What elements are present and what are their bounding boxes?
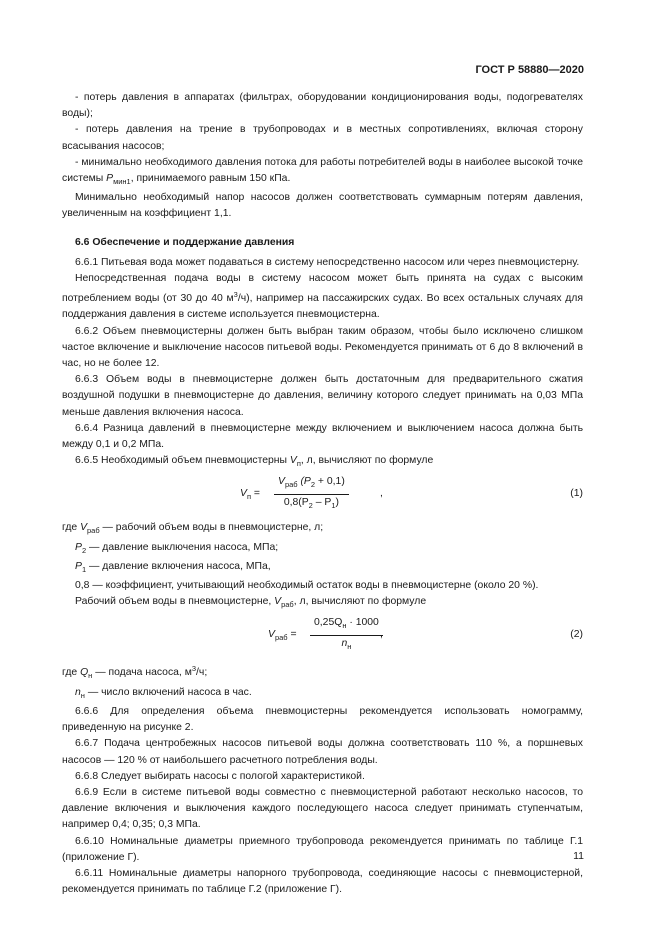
paragraph: 6.6.3 Объем воды в пневмоцистерне должен быть достаточным для предварительного сжатия воздушной подушки в пневмоцистерне до давления, величину которого следует принимать на 0,03 МПа меньше давления включения насоса. — [62, 374, 583, 418]
paragraph: Непосредственная подача воды в систему насосом может быть принята на судах с высоким потреблением воды (от 30 до 40 $м^3/ч$), например на пассажирских судах. Во всех остальных случаях для поддержания давления в системе используется пневмоцистерна. — [62, 273, 583, 321]
definition: $P_1$ — давление включения насоса, МПа, — [75, 560, 271, 574]
paragraph: 6.6.6 Для определения объема пневмоцистерны рекомендуется использовать номограмму, приведенную на рисунке 2. — [62, 705, 583, 734]
paragraph: 6.6.10 Номинальные диаметры приемного трубопровода рекомендуется принимать по таблице Г.1 (приложение Г). — [62, 835, 583, 863]
paragraph: Рабочий объем воды в пневмоцистерне, $V_{раб}$, л, вычисляют по формуле — [75, 596, 427, 610]
paragraph: 6.6.9 Если в системе питьевой воды совместно с пневмоцистерной работают несколько насосов, то давление включения и выключения каждого последующего насоса следует принимать ступенчатым, например 0,4; 0,35; 0,3 МПа. — [62, 786, 583, 831]
formula-1-number: (1) — [570, 488, 583, 500]
paragraph: 6.6.1 Питьевая вода может подаваться в систему непосредственно насосом или через пневмоцистерну. — [75, 256, 580, 268]
definition: где $Q_н$ — подача насоса, $м^3/ч$; — [62, 664, 208, 681]
list-item: - минимально необходимого давления потока для работы потребителей воды в наиболее высокой точке системы $P_{мин1}$, принимаемого равным 150 кПа. — [62, 156, 583, 187]
paragraph: 6.6.4 Разница давлений в пневмоцистерне между включением и выключением насоса должна быть между 0,1 и 0,2 МПа. — [62, 422, 583, 451]
formula-2-fraction — [310, 615, 383, 654]
formula-1-denominator: $0,8(P_2 - P_1)$ — [283, 496, 339, 510]
paragraph: 6.6.5 Необходимый объем пневмоцистерны $V_п$, л, вычисляют по формуле — [75, 455, 434, 469]
page-number: 11 — [573, 850, 584, 862]
page-body — [62, 90, 583, 898]
definition: $n_н$ — число включений насоса в час. — [75, 686, 252, 700]
formula-2-number: (2) — [570, 629, 583, 641]
definition: где $V_{раб}$ — рабочий объем воды в пневмоцистерне, л; — [62, 522, 324, 536]
definition: $P_2$ — давление выключения насоса, МПа; — [75, 541, 279, 555]
paragraph: 6.6.7 Подача центробежных насосов питьевой воды должна соответствовать 110 %, а поршневых насосов — 120 % от наибольшего расчетного потребления воды. — [62, 738, 583, 766]
formula-1-numerator: $V_{раб}$ $(P_2 + 0,1)$ — [274, 474, 349, 494]
definition: 0,8 — коэффициент, учитывающий необходимый остаток воды в пневмоцистерне (около 20 %). — [75, 580, 539, 592]
document-header: ГОСТ Р 58880—2020 — [475, 64, 584, 76]
paragraph: Минимально необходимый напор насосов должен соответствовать суммарным потерям давления, увеличенным на коэффициент 1,1. — [62, 192, 583, 220]
paragraph: 6.6.2 Объем пневмоцистерны должен быть выбран таким образом, чтобы было исключено слишком частое включение и выключение насосов питьевой воды. Рекомендуется принимать от 6 до 8 включений в час, но не более 12. — [62, 325, 583, 370]
paragraph: 6.6.11 Номинальные диаметры напорного трубопровода, соединяющие насосы с пневмоцистерной, рекомендуется принимать по таблице Г.2 (приложение Г). — [62, 867, 583, 896]
formula-2-denominator: $n_н$ — [341, 637, 352, 651]
formula-1-fraction — [274, 474, 349, 513]
formula-2-numerator: $0,25Q_н \cdot 1000$ — [310, 615, 383, 635]
list-item: - потерь давления на трение в трубопроводах и в местных сопротивлениях, включая сторону всасывания насосов; — [62, 124, 583, 152]
formula-2: $V_{раб}$ = $0,25Q_н \cdot 1000$ $n_н$ , (2) — [62, 615, 583, 659]
paragraph: 6.6.8 Следует выбирать насосы с пологой характеристикой. — [75, 770, 365, 782]
formula-1-lhs: $V_п$ = — [240, 488, 260, 502]
formula-1: $V_п$ = $V_{раб}$ $(P_2 + 0,1)$ $0,8(P_2 - P_1)$ , (1) — [62, 474, 583, 518]
list-item: - потерь давления в аппаратах (фильтрах, оборудовании кондиционирования воды, подогревателях воды); — [62, 92, 583, 120]
formula-2-lhs: $V_{раб}$ = — [268, 629, 297, 643]
section-title: 6.6 Обеспечение и поддержание давления — [75, 236, 295, 248]
